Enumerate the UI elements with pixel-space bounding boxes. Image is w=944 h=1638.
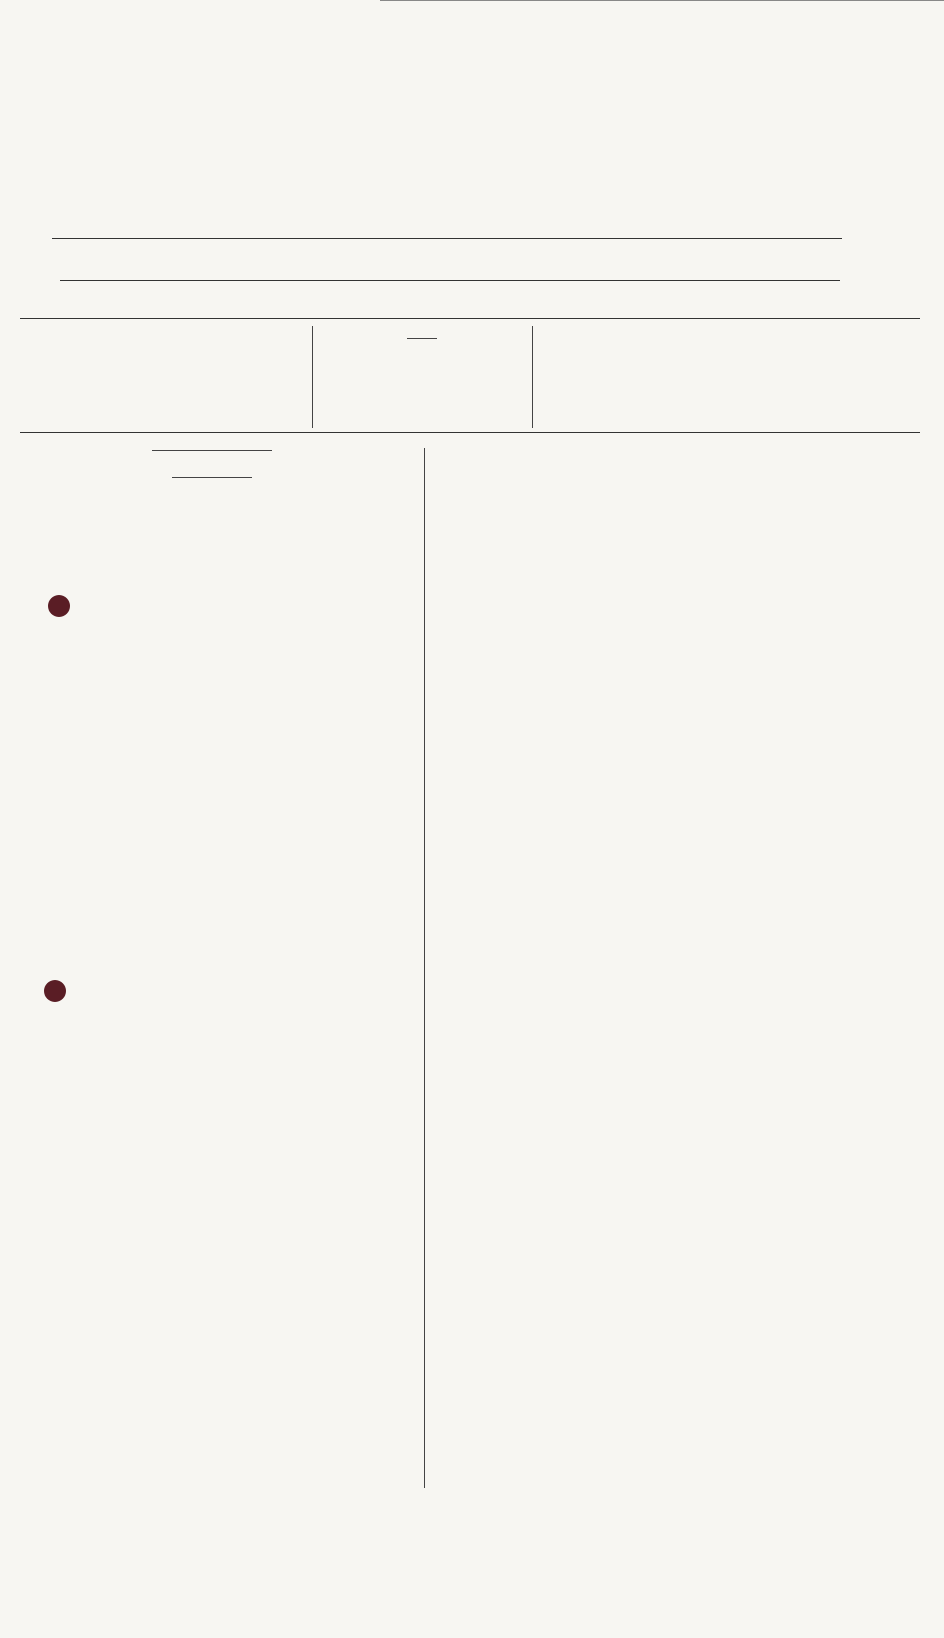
box-divider-right [532, 326, 533, 428]
right-column [434, 456, 874, 464]
header-rule [20, 318, 920, 319]
conditions-left-box [22, 326, 307, 329]
notice-rule [60, 280, 840, 281]
conditions-right-box [538, 328, 838, 331]
left-column [8, 444, 416, 494]
column-divider [424, 448, 425, 1488]
boxes-rule [20, 432, 920, 433]
box-divider-left [312, 326, 313, 428]
masthead-rule [52, 238, 842, 239]
direction-box [318, 330, 526, 347]
heading-rule [152, 450, 272, 451]
ink-blot-mark [48, 595, 70, 617]
top-border-line [380, 0, 944, 1]
direction-rule [407, 338, 437, 339]
decree-separator [172, 477, 252, 478]
ink-blot-mark [44, 980, 66, 1002]
